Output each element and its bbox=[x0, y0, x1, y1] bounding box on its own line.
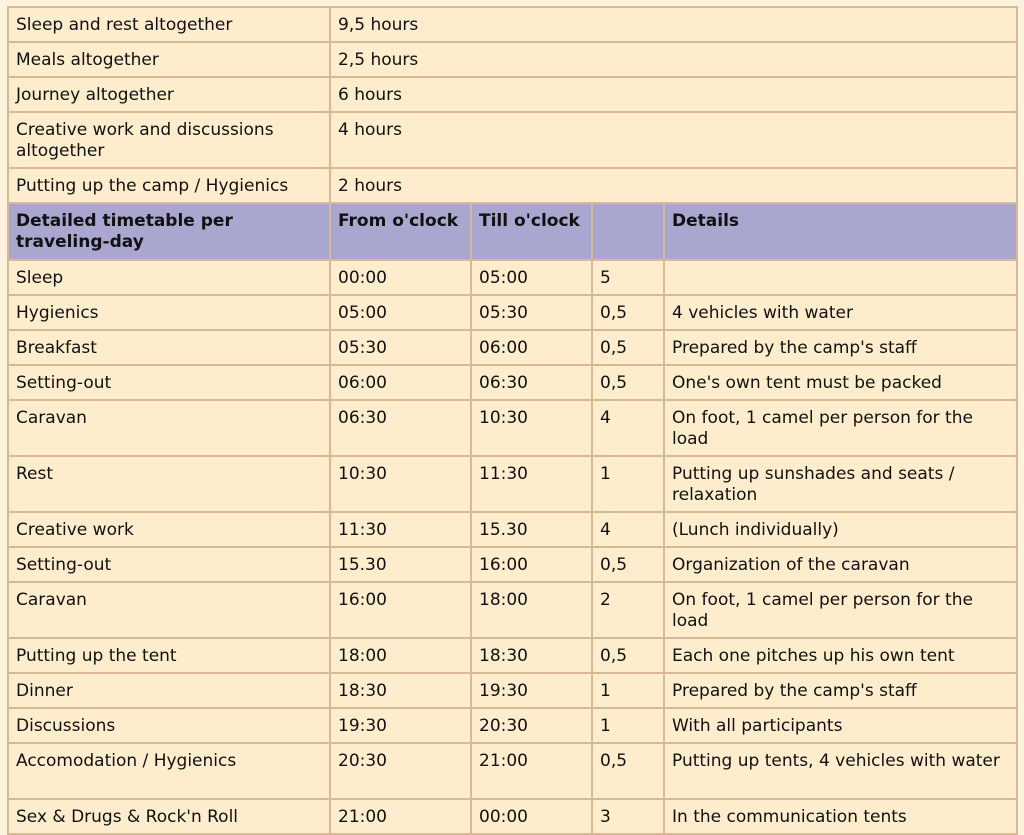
cell-duration: 0,5 bbox=[592, 743, 664, 799]
cell-till: 15.30 bbox=[471, 512, 592, 547]
cell-duration: 0,5 bbox=[592, 330, 664, 365]
table-row bbox=[8, 330, 1017, 365]
cell-activity: Breakfast bbox=[8, 330, 330, 365]
cell-till: 06:30 bbox=[471, 365, 592, 400]
summary-label: Sleep and rest altogether bbox=[8, 7, 330, 42]
cell-from: 10:30 bbox=[330, 456, 471, 512]
summary-label: Creative work and discussions altogether bbox=[8, 112, 330, 168]
cell-details: One's own tent must be packed bbox=[664, 365, 1017, 400]
table-row bbox=[8, 799, 1017, 834]
cell-activity: Dinner bbox=[8, 673, 330, 708]
timetable-container bbox=[7, 6, 1016, 835]
cell-till: 16:00 bbox=[471, 547, 592, 582]
cell-till: 19:30 bbox=[471, 673, 592, 708]
cell-details: In the communication tents bbox=[664, 799, 1017, 834]
cell-till: 11:30 bbox=[471, 456, 592, 512]
summary-label: Journey altogether bbox=[8, 77, 330, 112]
timetable-header-row bbox=[8, 203, 1017, 260]
cell-details: (Lunch individually) bbox=[664, 512, 1017, 547]
cell-till: 05:00 bbox=[471, 260, 592, 295]
cell-details: 4 vehicles with water bbox=[664, 295, 1017, 330]
cell-from: 18:00 bbox=[330, 638, 471, 673]
cell-duration: 0,5 bbox=[592, 365, 664, 400]
summary-row bbox=[8, 77, 1017, 112]
cell-duration: 0,5 bbox=[592, 547, 664, 582]
cell-details: Prepared by the camp's staff bbox=[664, 330, 1017, 365]
table-row bbox=[8, 365, 1017, 400]
summary-row bbox=[8, 112, 1017, 168]
cell-activity: Creative work bbox=[8, 512, 330, 547]
cell-from: 19:30 bbox=[330, 708, 471, 743]
header-activity: Detailed timetable per traveling-day bbox=[8, 203, 330, 260]
header-details: Details bbox=[664, 203, 1017, 260]
header-from: From o'clock bbox=[330, 203, 471, 260]
cell-activity: Putting up the tent bbox=[8, 638, 330, 673]
cell-details: On foot, 1 camel per person for the load bbox=[664, 400, 1017, 456]
summary-row bbox=[8, 168, 1017, 203]
cell-details: Organization of the caravan bbox=[664, 547, 1017, 582]
cell-till: 21:00 bbox=[471, 743, 592, 799]
table-row bbox=[8, 708, 1017, 743]
cell-details: Putting up sunshades and seats / relaxation bbox=[664, 456, 1017, 512]
cell-activity: Rest bbox=[8, 456, 330, 512]
cell-activity: Hygienics bbox=[8, 295, 330, 330]
cell-details: Prepared by the camp's staff bbox=[664, 673, 1017, 708]
table-row bbox=[8, 673, 1017, 708]
cell-from: 21:00 bbox=[330, 799, 471, 834]
table-row bbox=[8, 743, 1017, 799]
cell-from: 16:00 bbox=[330, 582, 471, 638]
cell-activity: Accomodation / Hygienics bbox=[8, 743, 330, 799]
cell-from: 05:00 bbox=[330, 295, 471, 330]
table-row bbox=[8, 638, 1017, 673]
cell-activity: Sleep bbox=[8, 260, 330, 295]
timetable-body bbox=[8, 7, 1017, 834]
cell-details: With all participants bbox=[664, 708, 1017, 743]
table-row bbox=[8, 400, 1017, 456]
cell-till: 05:30 bbox=[471, 295, 592, 330]
summary-value: 2 hours bbox=[330, 168, 1017, 203]
summary-value: 9,5 hours bbox=[330, 7, 1017, 42]
summary-label: Putting up the camp / Hygienics bbox=[8, 168, 330, 203]
cell-till: 06:00 bbox=[471, 330, 592, 365]
cell-from: 00:00 bbox=[330, 260, 471, 295]
cell-till: 18:30 bbox=[471, 638, 592, 673]
cell-activity: Discussions bbox=[8, 708, 330, 743]
table-row bbox=[8, 582, 1017, 638]
cell-from: 18:30 bbox=[330, 673, 471, 708]
cell-from: 06:00 bbox=[330, 365, 471, 400]
summary-value: 4 hours bbox=[330, 112, 1017, 168]
cell-from: 15.30 bbox=[330, 547, 471, 582]
summary-label: Meals altogether bbox=[8, 42, 330, 77]
cell-duration: 5 bbox=[592, 260, 664, 295]
summary-row bbox=[8, 42, 1017, 77]
timetable bbox=[7, 6, 1018, 835]
table-row bbox=[8, 547, 1017, 582]
table-row bbox=[8, 260, 1017, 295]
cell-from: 06:30 bbox=[330, 400, 471, 456]
cell-duration: 1 bbox=[592, 708, 664, 743]
cell-duration: 2 bbox=[592, 582, 664, 638]
cell-till: 18:00 bbox=[471, 582, 592, 638]
cell-activity: Setting-out bbox=[8, 365, 330, 400]
cell-activity: Sex & Drugs & Rock'n Roll bbox=[8, 799, 330, 834]
table-row bbox=[8, 456, 1017, 512]
cell-duration: 0,5 bbox=[592, 638, 664, 673]
cell-till: 10:30 bbox=[471, 400, 592, 456]
header-till: Till o'clock bbox=[471, 203, 592, 260]
cell-details: Putting up tents, 4 vehicles with water bbox=[664, 743, 1017, 799]
cell-duration: 1 bbox=[592, 456, 664, 512]
cell-details: On foot, 1 camel per person for the load bbox=[664, 582, 1017, 638]
cell-duration: 1 bbox=[592, 673, 664, 708]
cell-from: 05:30 bbox=[330, 330, 471, 365]
cell-till: 20:30 bbox=[471, 708, 592, 743]
header-duration bbox=[592, 203, 664, 260]
table-row bbox=[8, 295, 1017, 330]
cell-from: 20:30 bbox=[330, 743, 471, 799]
table-row bbox=[8, 512, 1017, 547]
cell-details bbox=[664, 260, 1017, 295]
summary-value: 6 hours bbox=[330, 77, 1017, 112]
summary-row bbox=[8, 7, 1017, 42]
cell-details: Each one pitches up his own tent bbox=[664, 638, 1017, 673]
cell-duration: 4 bbox=[592, 512, 664, 547]
summary-value: 2,5 hours bbox=[330, 42, 1017, 77]
cell-activity: Caravan bbox=[8, 582, 330, 638]
cell-duration: 3 bbox=[592, 799, 664, 834]
cell-duration: 0,5 bbox=[592, 295, 664, 330]
cell-from: 11:30 bbox=[330, 512, 471, 547]
cell-till: 00:00 bbox=[471, 799, 592, 834]
cell-duration: 4 bbox=[592, 400, 664, 456]
cell-activity: Caravan bbox=[8, 400, 330, 456]
cell-activity: Setting-out bbox=[8, 547, 330, 582]
